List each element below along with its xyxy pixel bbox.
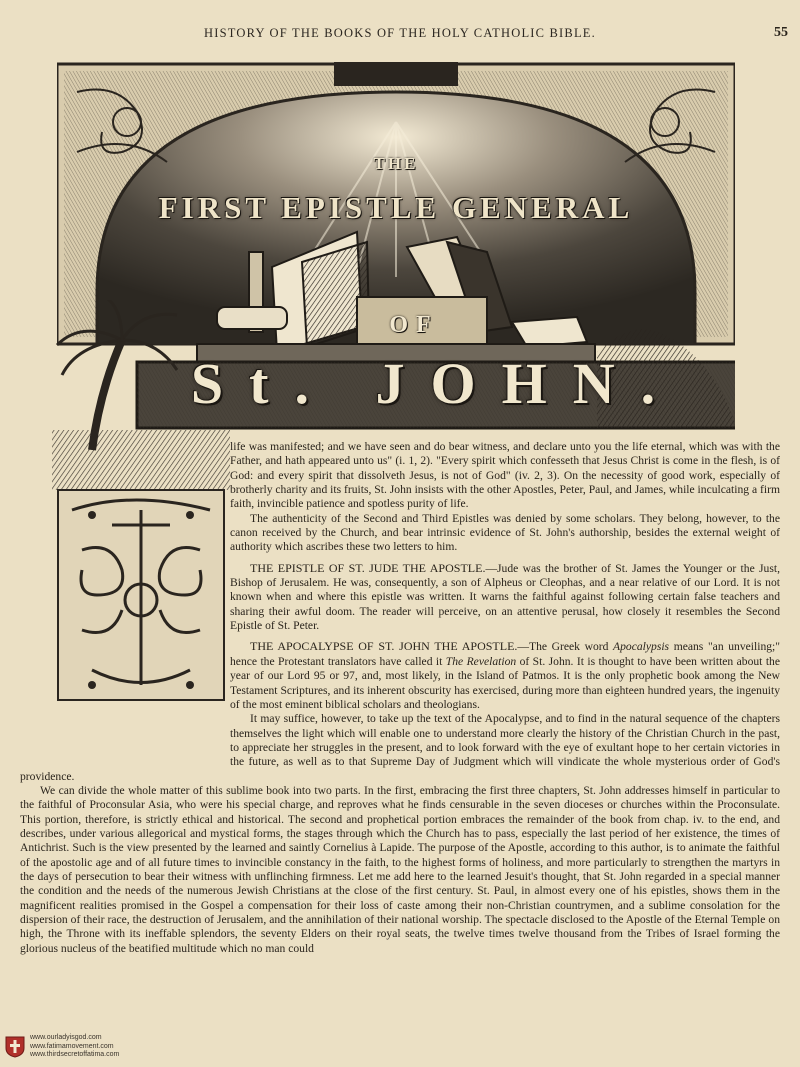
jude-text: —Jude was the brother of St. James the Younger or the Just, Bishop of Jerusalem. He was, consequently, a son of Alpheus or Cleophas, and a near relative of our Lord. It is not known when and where this epistle was written. It warns the faithful against following certain false teachers and sharing their awful doom. The reader will perceive, on an attentive perusal, how closely it resembles the Second Epistle of St. Peter.: [230, 561, 780, 633]
paragraph-two-parts: We can divide the whole matter of this sublime book into two parts. In the first, embracing the first three chapters, St. John addresses himself in particular to the faithful of Proconsular Asia, who were his special charge, and reproves what he finds censurable in the seven dioceses or churches within the Proconsulate. This portion, therefore, is strictly ethical and historical. The second and prophetical portion embraces the remainder of the book from chap. iv. to the end, and describes, under various allegorical and mystical forms, the stages through which the Church has to pass, especially the last period of her existence, the times of Antichrist. Such is the view presented by the learned and saintly Cornelius à Lapide. The purpose of the Apostle, according to this author, is to animate the faithful of the apostolic age and of all future times to invincible constancy in the faith, to the highest forms of holiness, and more particularly to strengthen the martyrs in the days of persecution to bear their witness with unflinching firmness. Let me add here to the learned Jesuit's thought, that St. John regarded in a special manner the condition and the needs of the numerous Jewish Christians at the close of the first century. St. Paul, in almost every one of his epistles, shows them in the magnificent realities promised in the Gospel a compensation for their loss of caste among their non-Christian countrymen, and a sublime consolation for the dispersion of their race, the destruction of Jerusalem, and the annihilation of their national worship. The spectacle disclosed to the Apostle of the Eternal Temple on high, the Throne with its ineffable splendors, the seventy Elders on their royal seats, the twelve times twelve thousand from the Tribes of Israel forming the glorious nucleus of the beatified multitude which no man could: [20, 783, 780, 955]
paragraph-epistle-quote: life was manifested; and we have seen and do bear witness, and declare unto you the life eternal, which was with the Father, and hath appeared unto us" (i. 1, 2). "Every spirit which confesseth that Jesus Christ is come in the flesh, is of God: and every spirit that dissolveth Jesus, is not of God" (iv. 2, 3). On the necessity of good work, especially of brotherly charity and its fruits, St. John insists with the other Apostles, Peter, Paul, and James, while inculcating a firm faith, invincible patience and spotless purity of life.: [230, 440, 780, 511]
shield-cross-icon: [5, 1036, 25, 1058]
apocalypsis-term: Apocalypsis: [613, 640, 670, 654]
page-number: 55: [774, 25, 788, 40]
engraving-text-st-john: St. JOHN.: [190, 351, 682, 416]
engraving-text-the: THE: [373, 154, 419, 173]
section-heading-jude: THE EPISTLE OF ST. JUDE THE APOSTLE.: [250, 560, 486, 575]
footer-link-fatimamovement[interactable]: www.fatimamovement.com: [30, 1042, 114, 1050]
engraving-text-epistle: FIRST EPISTLE GENERAL: [158, 190, 634, 225]
section-heading-apocalypse: THE APOCALYPSE OF ST. JOHN THE APOSTLE.: [250, 639, 518, 654]
footer-links: [30, 1034, 119, 1060]
footer-link-ourladyisgod[interactable]: www.ourladyisgod.com: [30, 1034, 102, 1041]
revelation-title: The Revelation: [445, 654, 517, 668]
engraving-text-of: OF: [389, 312, 439, 338]
running-title: HISTORY OF THE BOOKS OF THE HOLY CATHOLIC BIBLE.: [204, 26, 596, 40]
apocalypse-text-a: —The Greek word: [517, 640, 614, 654]
paragraph-second-third-epistles: The authenticity of the Second and Third Epistles was denied by some scholars. They belong, however, to the canon received by the Church, and bear intrinsic evidence of St. John's authorship, besides the external weight of authority which ascribes these two letters to him.: [230, 511, 780, 554]
paragraph-text-of-apocalypse: It may suffice, however, to take up the text of the Apocalypse, and to find in the natural sequence of the chapters themselves the light which will enable one to understand more clearly the history of the Christian Church in the past, to appreciate her struggles in the present, and to look forward with the eye of exultant hope to her certain victories in the future, as well as to that Supreme Day of Judgment which will vindicate the whole mysterious order of God's providence.: [20, 712, 780, 783]
article-body: [20, 440, 780, 956]
apocalypse-text-b: means "an unveiling;" hence the Protestant translators have called it: [230, 640, 780, 668]
illustration-spacer: [20, 440, 230, 758]
apocalypse-text-c: of St. John. It is thought to have been written about the year of our Lord 95 or 97, and, most likely, in the Island of Patmos. It is the only prophetic book among the New Testament Scriptures, and its inherent obscurity has exercised, during more than eighteen hundred years, the ingenuity of the most eminent biblical scholars and theologians.: [230, 654, 780, 711]
footer-link-thirdsecret[interactable]: www.thirdsecretoffatima.com: [30, 1051, 120, 1058]
